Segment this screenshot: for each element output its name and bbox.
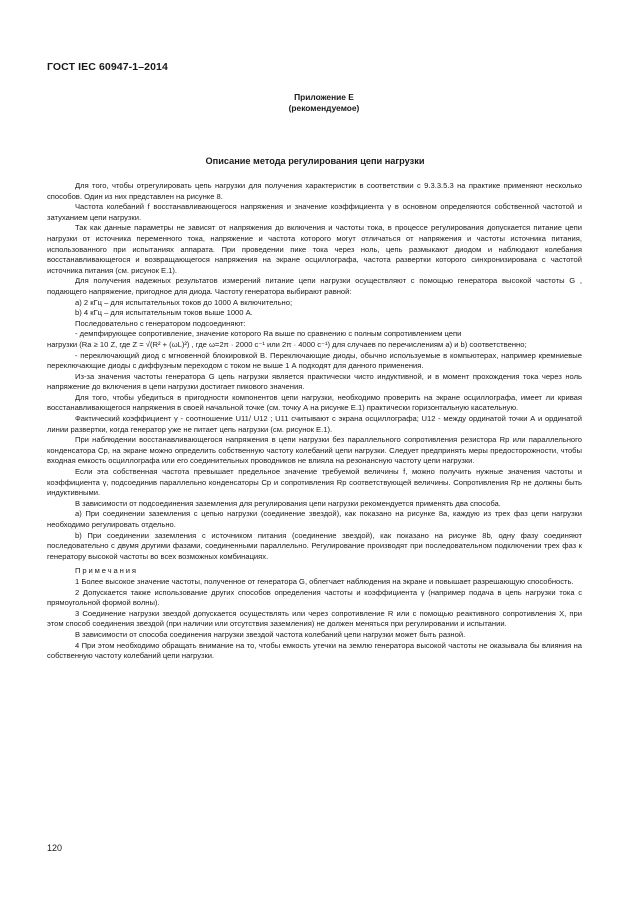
section-title: Описание метода регулирования цепи нагрузки [205,156,425,166]
paragraph: Для того, чтобы убедиться в пригодности компонентов цепи нагрузки, необходимо проверить на экране осциллографа, имеет ли кривая восстанавливающегося напряжения в своей начальной точке (см. точку А на рисунке Е.1) практически горизонтальную касательную. [47,392,582,413]
list-item: - переключающий диод с мгновенной блокировкой B. Переключающие диоды, обычно используемые в компьютерах, например кремниевые переключающие диоды с диффузным переходом с током не выше 1 А подходят для данного применения. [47,350,582,371]
list-item: а) 2 кГц – для испытательных токов до 1000 А включительно; [75,297,293,307]
paragraph: При наблюдении восстанавливающегося напряжения в цепи нагрузки без параллельного сопротивления резистора Rp или параллельного конденсатора Cp, на экране можно определить собственную частоту колебаний цепи нагрузки. Следует предпринять меры предосторожности, чтобы входная емкость осциллографа или его соединительных проводников не влияла на резонансную частоту цепи нагрузки. [47,435,582,466]
paragraph: Фактический коэффициент γ - соотношение U11/ U12 ; U11 считывают с экрана осциллографа; U12 - между ординатой точки А и ординатой линии развертки, когда генератор уже не питает цепь нагрузки (см. рисунок Е.1). [47,414,582,434]
note-item: 1 Более высокое значение частоты, полученное от генератора G, облегчает наблюдения на экране и повышает разрешающую способность. [75,576,574,586]
list-item: - демпфирующее сопротивление, значение которого Ra выше по сравнению с полным сопротивлением цепи [75,329,462,339]
appendix-title: Приложение Е [294,92,354,102]
note-item: В зависимости от способа соединения нагрузки звездой частота колебаний цепи нагрузки может быть разной. [75,629,466,639]
page-number: 120 [47,843,63,853]
paragraph: В зависимости от подсоединения заземления для регулирования цепи нагрузки рекомендуется применять два способа. [75,498,501,508]
paragraph: Частота колебаний f восстанавливающегося напряжения и значение коэффициента γ в основном определяются собственной частотой и затуханием цепи нагрузки. [47,202,582,222]
paragraph: Для того, чтобы отрегулировать цепь нагрузки для получения характеристик в соответствии с 9.3.3.5.3 на практике применяют несколько способов. Один из них представлен на рисунке 8. [47,181,582,201]
list-item: b) 4 кГц – для испытательным токов выше 1000 А. [75,308,253,318]
notes-heading: Примечания [75,566,138,576]
paragraph: Последовательно с генератором подсоединяют: [75,318,246,328]
list-item: b) При соединении заземления с источником питания (соединение звездой), как показано на рисунке 8b, одну фазу соединяют последовательно с двумя другими фазами, соединенными параллельно. Регулирование производят при последовательном подключении трех фаз к генератору высокой частоты во всех возможных комбинациях. [47,530,582,561]
note-item: 2 Допускается также использование других способов определения частоты и коэффициента γ (например подача в цепь нагрузки тока с прямоугольной формой волны). [47,587,582,608]
paragraph: Так как данные параметры не зависят от напряжения до включения и частоты тока, в процессе регулирования допускается питание цепи нагрузки от источника переменного тока, напряжение и частота которого могут отличаться от напряжения и частоты источника питания, использованного при испытаниях аппарата. При проведении пике тока через ноль, цепь размыкают диодом и наблюдают колебания восстанавливающегося и возвращающегося напряжения на экране осциллографа, частота развертки которого синхронизирована с частотой источника питания (см. рисунок Е.1). [47,223,582,275]
appendix-heading [0,92,630,114]
note-item: 3 Соединение нагрузки звездой допускается осуществлять или через сопротивление R или с помощью реактивного сопротивления X, при этом способ соединения звездой (при наличии или отсутствия заземления) не должен меняться при регулировании и испытании. [47,608,582,629]
formula-paragraph: нагрузки (Ra ≥ 10 Z, где Z = √(R² + (ωL)²) , где ω=2π · 2000 с⁻¹ или 2π · 4000 с⁻¹) для случаев по перечислениям а) и b) соответственно; [47,339,527,349]
paragraph: Из-за значения частоты генератора G цепь нагрузки является практически чисто индуктивной, и в момент прохождения тока через ноль напряжение до включения в цепи нагрузки достигает пикового значения. [47,371,582,392]
note-item: 4 При этом необходимо обращать внимание на то, чтобы емкость утечки на землю генератора высокой частоты не оказывала бы влияния на собственную частоту колебаний цепи нагрузки. [47,640,582,661]
standard-header: ГОСТ IEC 60947-1–2014 [47,61,168,73]
paragraph: Если эта собственная частота превышает предельное значение требуемой величины f, можно получить нужные значения частоты и коэффициента γ, подсоединив параллельно конденсаторы Cp и сопротивления Rp соответствующей величины. Сопротивления Rp не должны быть индуктивными. [47,467,582,498]
document-body [47,181,582,662]
appendix-status: (рекомендуемое) [288,103,360,113]
list-item: а) При соединении заземления с цепью нагрузки (соединение звездой), как показано на рисунке 8а, каждую из трех фаз цепи нагрузки необходимо регулировать отдельно. [47,509,582,529]
paragraph: Для получения надежных результатов измерений питание цепи нагрузки осуществляют с помощью генератора высокой частоты G , подающего напряжение, пригодное для диода. Частоту генератора выбирают равной: [47,276,582,296]
